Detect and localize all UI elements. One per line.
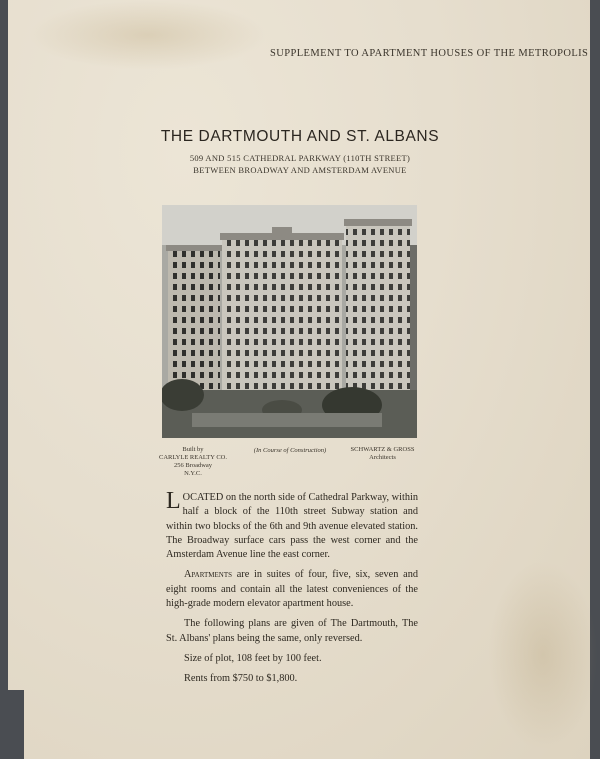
- paragraph-text: on the north side of Cathedral Parkway, within half a block of the 110th street Subway station and within two blocks of the 6th and 9th avenue elevated station. The Broadway surface cars pass the west corner and the Amsterdam Avenue line the east corner.: [166, 492, 418, 561]
- paragraph-lead: OCATED: [182, 492, 224, 503]
- paragraph-plot-size: Size of plot, 108 feet by 100 feet.: [184, 652, 322, 664]
- builder-name: CARLYLE REALTY CO.: [158, 454, 228, 461]
- construction-caption: (In Course of Construction): [253, 447, 327, 454]
- paragraph-rents: Rents from $750 to $1,800.: [184, 673, 298, 685]
- paper-stain: [488, 560, 598, 750]
- address-line-2: BETWEEN BROADWAY AND AMSTERDAM AVENUE: [193, 165, 407, 175]
- page-title: THE DARTMOUTH AND ST. ALBANS: [160, 128, 440, 145]
- paragraph-apartments: [166, 568, 418, 611]
- builder-label: Built by: [182, 446, 204, 453]
- architect-name: SCHWARTZ & GROSS: [350, 446, 415, 453]
- supplement-header: SUPPLEMENT TO APARTMENT HOUSES OF THE METROPOLIS: [270, 48, 589, 59]
- paragraph-plans: The following plans are given of The Dartmouth, The St. Albans' plans being the same, only reversed.: [166, 618, 418, 644]
- building-photo: [162, 205, 417, 438]
- torn-corner: [0, 690, 24, 759]
- architect-caption: [345, 446, 420, 462]
- builder-address: 256 Broadway: [173, 462, 213, 469]
- address-line-1: 509 AND 515 CATHEDRAL PARKWAY (110TH STREET): [189, 153, 411, 163]
- builder-city: N.Y.C.: [184, 470, 202, 477]
- builder-caption: [158, 446, 228, 478]
- paragraph-location: [166, 488, 418, 562]
- drop-cap: L: [166, 488, 181, 514]
- building-photo-icon: [162, 205, 417, 438]
- paragraph-text: are in suites of four, five, six, seven and eight rooms and contain all the latest conveniences of the high-grade modern elevator apartment house.: [166, 569, 418, 610]
- paper-stain: [28, 0, 268, 70]
- architect-label: Architects: [369, 454, 396, 461]
- body-text: [166, 488, 418, 687]
- paragraph-lead: Apartments: [184, 569, 232, 581]
